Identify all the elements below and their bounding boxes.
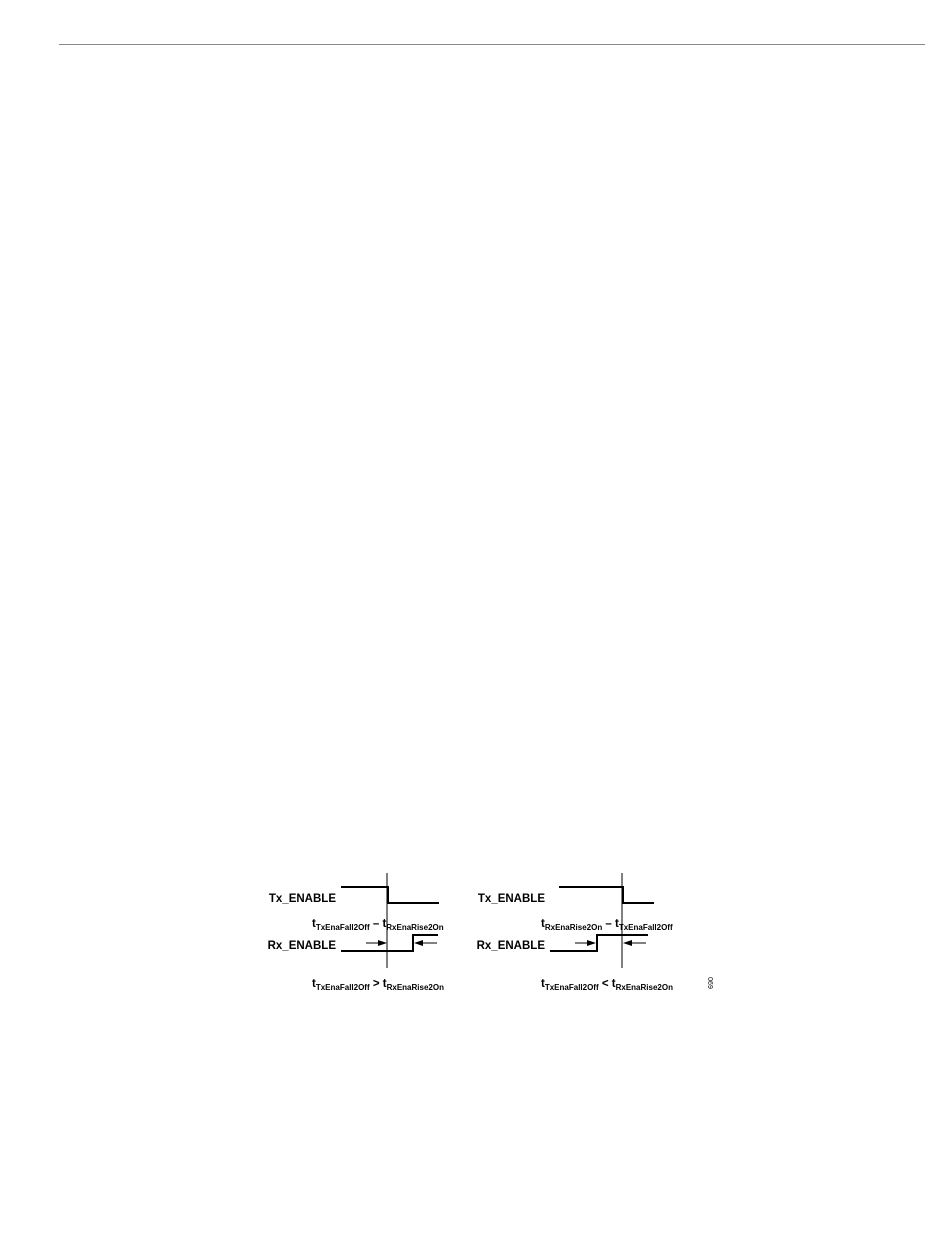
condition-label: $t_{TxEnaFall2Off} < t_{RxEnaRise2On}$ bbox=[541, 978, 673, 992]
arrow-left bbox=[414, 940, 437, 946]
delta-label: $t_{RxEnaRise2On} - t_{TxEnaFall2Off}$ bbox=[541, 918, 673, 932]
panel-left bbox=[268, 873, 444, 992]
rx-enable-label: Rx_ENABLE bbox=[476, 940, 545, 952]
tx-enable-waveform bbox=[341, 887, 439, 903]
figure-number: 069 bbox=[706, 977, 713, 989]
arrow-right bbox=[575, 940, 596, 946]
tx-enable-label: Tx_ENABLE bbox=[268, 893, 336, 905]
rx-enable-label: Rx_ENABLE bbox=[267, 940, 336, 952]
arrow-left bbox=[623, 940, 646, 946]
delta-label: $t_{TxEnaFall2Off} - t_{RxEnaRise2On}$ bbox=[312, 918, 444, 932]
tx-enable-waveform bbox=[559, 887, 654, 903]
tx-enable-label: Tx_ENABLE bbox=[477, 893, 545, 905]
arrow-right bbox=[366, 940, 387, 946]
condition-label: $t_{TxEnaFall2Off} > t_{RxEnaRise2On}$ bbox=[312, 978, 444, 992]
panel-right bbox=[477, 873, 673, 992]
